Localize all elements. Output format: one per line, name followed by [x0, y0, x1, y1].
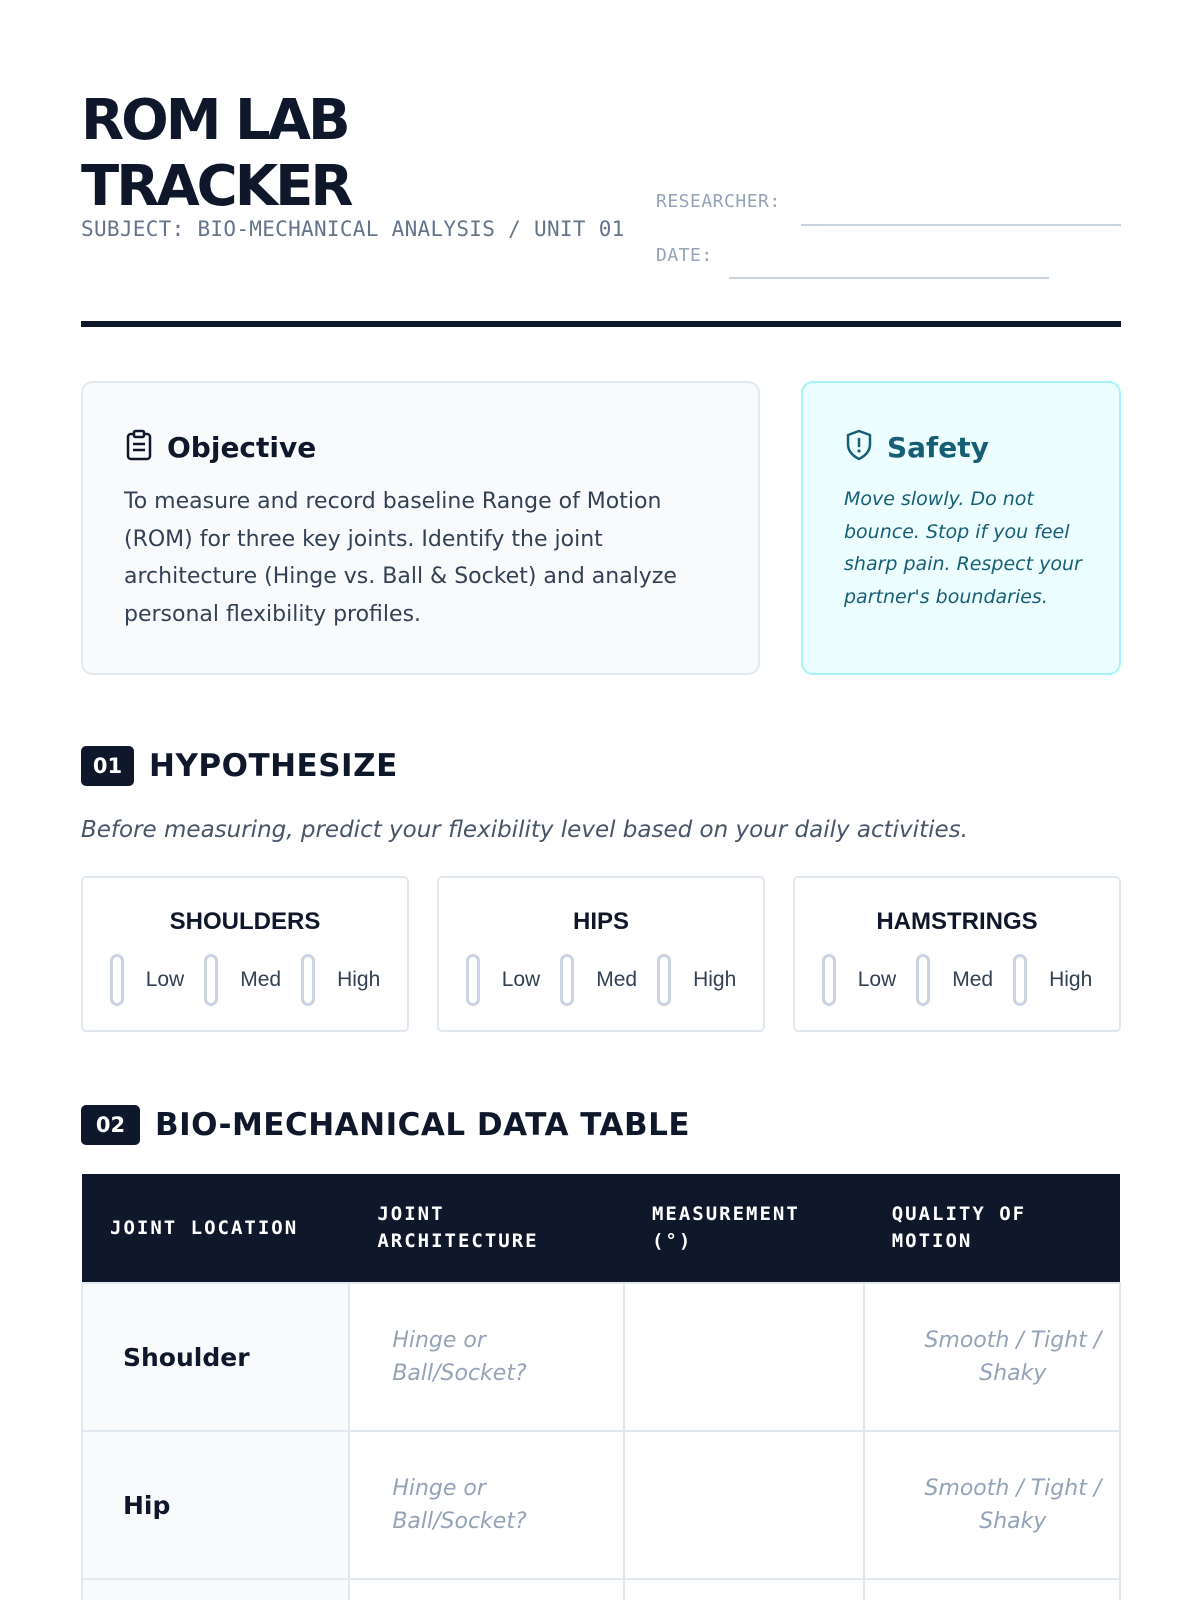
- radio-button[interactable]: [822, 954, 836, 1006]
- radio-button[interactable]: [110, 954, 124, 1006]
- objective-title: Objective: [167, 431, 317, 464]
- column-header: JOINT LOCATION: [82, 1174, 349, 1283]
- option-med[interactable]: [916, 954, 993, 1006]
- option-high[interactable]: [1013, 954, 1092, 1006]
- option-med[interactable]: [560, 954, 637, 1006]
- section-data-table-header: [81, 1105, 690, 1145]
- option-label: Low: [857, 968, 897, 991]
- architecture-cell[interactable]: Hinge or Ball/Socket?: [349, 1283, 624, 1431]
- radio-button[interactable]: [301, 954, 315, 1006]
- safety-text: Move slowly. Do not bounce. Stop if you feel sharp pain. Respect your partner's boundaries.: [844, 488, 1082, 608]
- radio-button[interactable]: [657, 954, 671, 1006]
- subject-line: SUBJECT: BIO-MECHANICAL ANALYSIS / UNIT 01: [81, 217, 625, 241]
- architecture-cell[interactable]: [349, 1579, 624, 1600]
- objective-card: [81, 381, 760, 675]
- objective-text: To measure and record baseline Range of Motion (ROM) for three key joints. Identify the joint architecture (Hinge vs. Ball & Socket) and analyze personal flexibility profiles.: [124, 489, 677, 627]
- column-header: JOINT ARCHITECTURE: [349, 1174, 624, 1283]
- option-label: Med: [240, 968, 282, 991]
- hypothesize-intro: Before measuring, predict your flexibility level based on your daily activities.: [81, 817, 968, 843]
- page-title: [81, 88, 641, 220]
- option-med[interactable]: [204, 954, 281, 1006]
- prediction-label: HAMSTRINGS: [876, 908, 1038, 935]
- researcher-label: RESEARCHER:: [656, 191, 781, 212]
- prediction-card-hamstrings: [793, 876, 1121, 1032]
- radio-button[interactable]: [204, 954, 218, 1006]
- page-header: [81, 88, 1121, 328]
- section-number-badge: 01: [81, 746, 134, 786]
- prediction-card-hips: [437, 876, 765, 1032]
- option-low[interactable]: [822, 954, 897, 1006]
- prediction-label: SHOULDERS: [169, 908, 321, 935]
- architecture-cell[interactable]: Hinge or Ball/Socket?: [349, 1431, 624, 1579]
- radio-button[interactable]: [916, 954, 930, 1006]
- date-field[interactable]: [729, 277, 1049, 279]
- joint-cell: [82, 1579, 349, 1600]
- quality-cell[interactable]: [864, 1579, 1120, 1600]
- option-high[interactable]: [657, 954, 736, 1006]
- radio-button[interactable]: [1013, 954, 1027, 1006]
- title-line-2: TRACKER: [81, 154, 351, 219]
- shield-alert-icon: [845, 429, 873, 466]
- prediction-label: HIPS: [572, 908, 629, 935]
- option-label: Low: [501, 968, 541, 991]
- data-table: [81, 1174, 1121, 1600]
- column-header: QUALITY OF MOTION: [864, 1174, 1120, 1283]
- section-number-badge: 02: [81, 1105, 140, 1145]
- header-divider: [81, 321, 1121, 327]
- section-hypothesize-header: [81, 746, 398, 786]
- measurement-cell[interactable]: [624, 1579, 864, 1600]
- option-low[interactable]: [110, 954, 185, 1006]
- option-label: Low: [145, 968, 185, 991]
- joint-cell: Hip: [82, 1431, 349, 1579]
- option-high[interactable]: [301, 954, 380, 1006]
- title-line-1: ROM LAB: [81, 88, 348, 153]
- quality-cell[interactable]: Smooth / Tight / Shaky: [864, 1283, 1120, 1431]
- option-label: High: [693, 968, 737, 991]
- option-label: Med: [596, 968, 638, 991]
- researcher-field[interactable]: [801, 224, 1121, 226]
- safety-card: [801, 381, 1121, 675]
- column-header: MEASUREMENT (°): [624, 1174, 864, 1283]
- joint-cell: Shoulder: [82, 1283, 349, 1431]
- option-label: High: [1049, 968, 1093, 991]
- table-row: [82, 1579, 1120, 1600]
- measurement-cell[interactable]: [624, 1283, 864, 1431]
- table-row: [82, 1431, 1120, 1579]
- clipboard-icon: [125, 429, 153, 466]
- quality-cell[interactable]: Smooth / Tight / Shaky: [864, 1431, 1120, 1579]
- date-label: DATE:: [656, 245, 713, 266]
- measurement-cell[interactable]: [624, 1431, 864, 1579]
- option-label: Med: [952, 968, 994, 991]
- table-row: [82, 1283, 1120, 1431]
- option-low[interactable]: [466, 954, 541, 1006]
- section-title: HYPOTHESIZE: [149, 748, 398, 784]
- safety-title: Safety: [887, 431, 989, 464]
- radio-button[interactable]: [560, 954, 574, 1006]
- prediction-card-shoulders: [81, 876, 409, 1032]
- radio-button[interactable]: [466, 954, 480, 1006]
- section-title: BIO-MECHANICAL DATA TABLE: [155, 1107, 691, 1143]
- table-header-row: [82, 1174, 1120, 1283]
- option-label: High: [337, 968, 381, 991]
